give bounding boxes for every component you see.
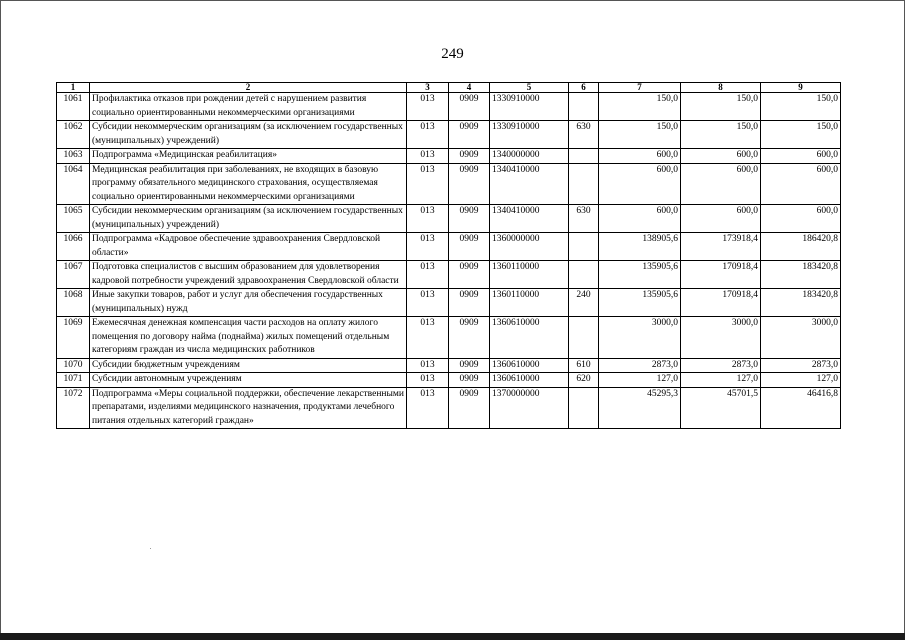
scan-bottom-edge [0, 633, 905, 640]
row-target-code: 1330910000 [490, 93, 569, 121]
row-value-col7: 135905,6 [599, 261, 681, 289]
row-target-code: 1360110000 [490, 289, 569, 317]
row-value-col9: 600,0 [761, 163, 841, 205]
table-row [57, 233, 841, 261]
table-row [57, 93, 841, 121]
row-name: Субсидии некоммерческим организациям (за исключением государственных (муниципальных) учреждений) [90, 121, 407, 149]
table-header-row [57, 83, 841, 93]
row-name: Субсидии бюджетным учреждениям [90, 358, 407, 373]
row-value-col8: 150,0 [681, 121, 761, 149]
row-section-code: 0909 [449, 163, 490, 205]
row-value-col8: 173918,4 [681, 233, 761, 261]
header-col-1: 1 [57, 83, 90, 93]
row-section-code: 0909 [449, 387, 490, 429]
row-value-col9: 186420,8 [761, 233, 841, 261]
row-target-code: 1340410000 [490, 163, 569, 205]
row-value-col7: 2873,0 [599, 358, 681, 373]
row-name: Подпрограмма «Меры социальной поддержки, обеспечение лекарственными препаратами, изделиями медицинского назначения, продуктами лечебного питания отдельных категорий граждан» [90, 387, 407, 429]
row-number: 1064 [57, 163, 90, 205]
header-col-4: 4 [449, 83, 490, 93]
row-target-code: 1360000000 [490, 233, 569, 261]
row-number: 1070 [57, 358, 90, 373]
row-expense-type [569, 387, 599, 429]
row-number: 1071 [57, 373, 90, 388]
row-number: 1062 [57, 121, 90, 149]
row-section-code: 0909 [449, 205, 490, 233]
row-ministry-code: 013 [407, 149, 449, 164]
row-value-col9: 46416,8 [761, 387, 841, 429]
header-col-9: 9 [761, 83, 841, 93]
row-target-code: 1370000000 [490, 387, 569, 429]
row-name: Медицинская реабилитация при заболеваниях, не входящих в базовую программу обязательного медицинского страхования, осуществляемая социально ориентированными некоммерческими организациями [90, 163, 407, 205]
row-value-col8: 2873,0 [681, 358, 761, 373]
row-expense-type [569, 163, 599, 205]
row-value-col9: 127,0 [761, 373, 841, 388]
row-section-code: 0909 [449, 289, 490, 317]
row-value-col7: 150,0 [599, 93, 681, 121]
row-expense-type [569, 233, 599, 261]
row-value-col7: 600,0 [599, 163, 681, 205]
row-target-code: 1360110000 [490, 261, 569, 289]
row-value-col9: 150,0 [761, 93, 841, 121]
row-value-col7: 600,0 [599, 149, 681, 164]
table-row [57, 289, 841, 317]
table-row [57, 205, 841, 233]
row-value-col7: 3000,0 [599, 317, 681, 359]
row-ministry-code: 013 [407, 387, 449, 429]
row-number: 1072 [57, 387, 90, 429]
row-value-col8: 45701,5 [681, 387, 761, 429]
row-section-code: 0909 [449, 317, 490, 359]
header-col-8: 8 [681, 83, 761, 93]
row-value-col9: 183420,8 [761, 289, 841, 317]
row-number: 1068 [57, 289, 90, 317]
table-row [57, 373, 841, 388]
row-expense-type: 610 [569, 358, 599, 373]
table-row [57, 387, 841, 429]
row-value-col7: 600,0 [599, 205, 681, 233]
row-ministry-code: 013 [407, 205, 449, 233]
table-body [57, 93, 841, 429]
header-col-7: 7 [599, 83, 681, 93]
row-value-col7: 45295,3 [599, 387, 681, 429]
row-name: Субсидии автономным учреждениям [90, 373, 407, 388]
row-ministry-code: 013 [407, 358, 449, 373]
row-name: Подготовка специалистов с высшим образованием для удовлетворения кадровой потребности учреждений здравоохранения Свердловской области [90, 261, 407, 289]
row-value-col7: 135905,6 [599, 289, 681, 317]
row-value-col9: 150,0 [761, 121, 841, 149]
row-name: Иные закупки товаров, работ и услуг для обеспечения государственных (муниципальных) нужд [90, 289, 407, 317]
row-section-code: 0909 [449, 121, 490, 149]
row-section-code: 0909 [449, 373, 490, 388]
row-expense-type [569, 317, 599, 359]
row-ministry-code: 013 [407, 163, 449, 205]
row-value-col8: 127,0 [681, 373, 761, 388]
row-ministry-code: 013 [407, 93, 449, 121]
row-section-code: 0909 [449, 93, 490, 121]
row-ministry-code: 013 [407, 121, 449, 149]
row-expense-type [569, 93, 599, 121]
row-value-col7: 150,0 [599, 121, 681, 149]
row-ministry-code: 013 [407, 317, 449, 359]
row-target-code: 1360610000 [490, 358, 569, 373]
row-ministry-code: 013 [407, 261, 449, 289]
row-number: 1066 [57, 233, 90, 261]
row-section-code: 0909 [449, 261, 490, 289]
row-target-code: 1340000000 [490, 149, 569, 164]
row-expense-type: 620 [569, 373, 599, 388]
row-value-col9: 600,0 [761, 149, 841, 164]
budget-table [56, 82, 841, 429]
page-number: 249 [441, 46, 464, 62]
row-number: 1067 [57, 261, 90, 289]
row-value-col8: 600,0 [681, 163, 761, 205]
table-row [57, 121, 841, 149]
row-expense-type: 630 [569, 205, 599, 233]
row-value-col8: 600,0 [681, 205, 761, 233]
row-value-col7: 127,0 [599, 373, 681, 388]
header-col-3: 3 [407, 83, 449, 93]
scan-speck [150, 548, 151, 549]
row-expense-type: 630 [569, 121, 599, 149]
row-target-code: 1340410000 [490, 205, 569, 233]
row-name: Субсидии некоммерческим организациям (за исключением государственных (муниципальных) учреждений) [90, 205, 407, 233]
row-expense-type: 240 [569, 289, 599, 317]
table-row [57, 149, 841, 164]
row-number: 1063 [57, 149, 90, 164]
row-number: 1065 [57, 205, 90, 233]
row-value-col8: 170918,4 [681, 261, 761, 289]
row-ministry-code: 013 [407, 373, 449, 388]
row-value-col9: 183420,8 [761, 261, 841, 289]
row-target-code: 1360610000 [490, 317, 569, 359]
row-section-code: 0909 [449, 149, 490, 164]
row-name: Ежемесячная денежная компенсация части расходов на оплату жилого помещения по договору найма (поднайма) жилых помещений отдельным категориям граждан из числа медицинских работников [90, 317, 407, 359]
row-target-code: 1360610000 [490, 373, 569, 388]
header-col-2: 2 [90, 83, 407, 93]
header-col-5: 5 [490, 83, 569, 93]
row-value-col9: 3000,0 [761, 317, 841, 359]
table-row [57, 317, 841, 359]
row-section-code: 0909 [449, 358, 490, 373]
table-row [57, 358, 841, 373]
row-value-col8: 3000,0 [681, 317, 761, 359]
table-row [57, 261, 841, 289]
row-value-col8: 170918,4 [681, 289, 761, 317]
row-name: Подпрограмма «Медицинская реабилитация» [90, 149, 407, 164]
header-col-6: 6 [569, 83, 599, 93]
row-name: Подпрограмма «Кадровое обеспечение здравоохранения Свердловской области» [90, 233, 407, 261]
table-row [57, 163, 841, 205]
row-number: 1069 [57, 317, 90, 359]
row-expense-type [569, 261, 599, 289]
row-ministry-code: 013 [407, 289, 449, 317]
row-value-col8: 150,0 [681, 93, 761, 121]
row-section-code: 0909 [449, 233, 490, 261]
row-target-code: 1330910000 [490, 121, 569, 149]
row-value-col8: 600,0 [681, 149, 761, 164]
row-expense-type [569, 149, 599, 164]
row-number: 1061 [57, 93, 90, 121]
row-value-col9: 2873,0 [761, 358, 841, 373]
row-value-col9: 600,0 [761, 205, 841, 233]
row-name: Профилактика отказов при рождении детей с нарушением развития социально ориентированными некоммерческими организациями [90, 93, 407, 121]
row-value-col7: 138905,6 [599, 233, 681, 261]
row-ministry-code: 013 [407, 233, 449, 261]
